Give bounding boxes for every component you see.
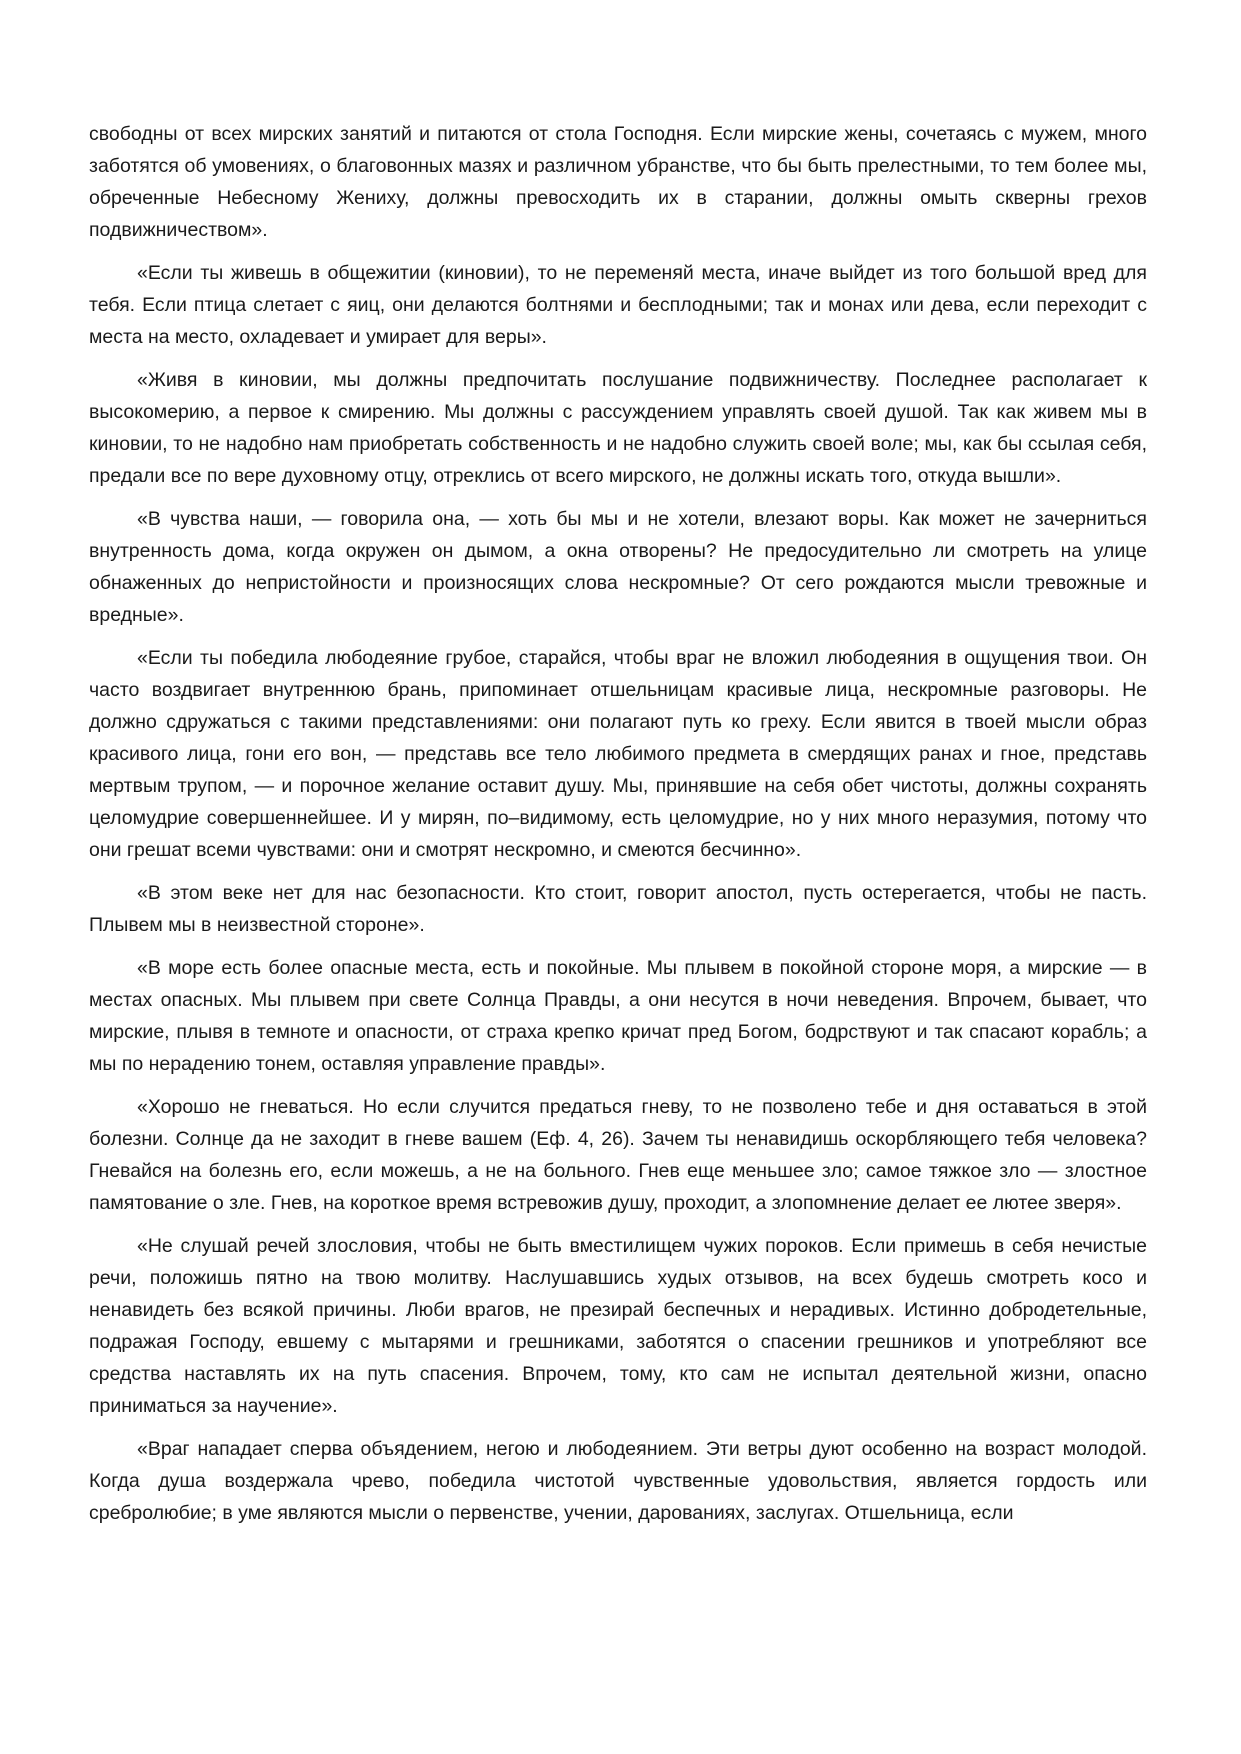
paragraph-4: «В чувства наши, — говорила она, — хоть бы мы и не хотели, влезают воры. Как может не зачерниться внутренность дома, когда окружен он дымом, а окна отворены? Не предосудительно ли смотреть на улице обнаженных до непристойности и произносящих слова нескромные? От сего рождаются мысли тревожные и вредные». <box>89 508 1147 626</box>
paragraph-8: «Хорошо не гневаться. Но если случится предаться гневу, то не позволено тебе и дня оставаться в этой болезни. Солнце да не заходит в гневе вашем (Еф. 4, 26). Зачем ты ненавидишь оскорбляющего тебя человека? Гневайся на болезнь его, если можешь, а не на больного. Гнев еще меньшее зло; самое тяжкое зло — злостное памятование о зле. Гнев, на короткое время встревожив душу, проходит, а злопомнение делает ее лютее зверя». <box>89 1096 1147 1214</box>
paragraph-2: «Если ты живешь в общежитии (киновии), то не переменяй места, иначе выйдет из того большой вред для тебя. Если птица слетает с яиц, они делаются болтнями и бесплодными; так и монах или дева, если переходит с места на место, охладевает и умирает для веры». <box>89 262 1147 348</box>
paragraph-1: свободны от всех мирских занятий и питаются от стола Господня. Если мирские жены, сочетаясь с мужем, много заботятся об умовениях, о благовонных мазях и различном убранстве, что бы быть прелестными, то тем более мы, обреченные Небесному Жениху, должны превосходить их в старании, должны омыть скверны грехов подвижничеством». <box>89 123 1147 241</box>
document-page <box>89 118 1147 1540</box>
paragraph-3: «Живя в киновии, мы должны предпочитать послушание подвижничеству. Последнее располагает к высокомерию, а первое к смирению. Мы должны с рассуждением управлять своей душой. Так как живем мы в киновии, то не надобно нам приобретать собственность и не надобно служить своей воле; мы, как бы ссылая себя, предали все по вере духовному отцу, отреклись от всего мирского, не должны искать того, откуда вышли». <box>89 369 1147 487</box>
paragraph-6: «В этом веке нет для нас безопасности. Кто стоит, говорит апостол, пусть остерегается, чтобы не пасть. Плывем мы в неизвестной стороне». <box>89 882 1147 936</box>
paragraph-10: «Враг нападает сперва объядением, негою и любодеянием. Эти ветры дуют особенно на возраст молодой. Когда душа воздержала чрево, победила чистотой чувственные удовольствия, является гордость или сребролюбие; в уме являются мысли о первенстве, учении, дарованиях, заслугах. Отшельница, если <box>89 1438 1147 1524</box>
paragraph-9: «Не слушай речей злословия, чтобы не быть вместилищем чужих пороков. Если примешь в себя нечистые речи, положишь пятно на твою молитву. Наслушавшись худых отзывов, на всех будешь смотреть косо и ненавидеть без всякой причины. Люби врагов, не презирай беспечных и нерадивых. Истинно добродетельные, подражая Господу, евшему с мытарями и грешниками, заботятся о спасении грешников и употребляют все средства наставлять их на путь спасения. Впрочем, тому, кто сам не испытал деятельной жизни, опасно приниматься за научение». <box>89 1235 1147 1417</box>
paragraph-7: «В море есть более опасные места, есть и покойные. Мы плывем в покойной стороне моря, а мирские — в местах опасных. Мы плывем при свете Солнца Правды, а они несутся в ночи неведения. Впрочем, бывает, что мирские, плывя в темноте и опасности, от страха крепко кричат пред Богом, бодрствуют и так спасают корабль; а мы по нерадению тонем, оставляя управление правды». <box>89 957 1147 1075</box>
paragraph-5: «Если ты победила любодеяние грубое, старайся, чтобы враг не вложил любодеяния в ощущения твои. Он часто воздвигает внутреннюю брань, припоминает отшельницам красивые лица, нескромные разговоры. Не должно сдружаться с такими представлениями: они полагают путь ко греху. Если явится в твоей мысли образ красивого лица, гони его вон, — представь все тело любимого предмета в смердящих ранах и гное, представь мертвым трупом, — и порочное желание оставит душу. Мы, принявшие на себя обет чистоты, должны сохранять целомудрие совершеннейшее. И у мирян, по–видимому, есть целомудрие, но у них много неразумия, потому что они грешат всеми чувствами: они и смотрят нескромно, и смеются бесчинно». <box>89 647 1147 861</box>
